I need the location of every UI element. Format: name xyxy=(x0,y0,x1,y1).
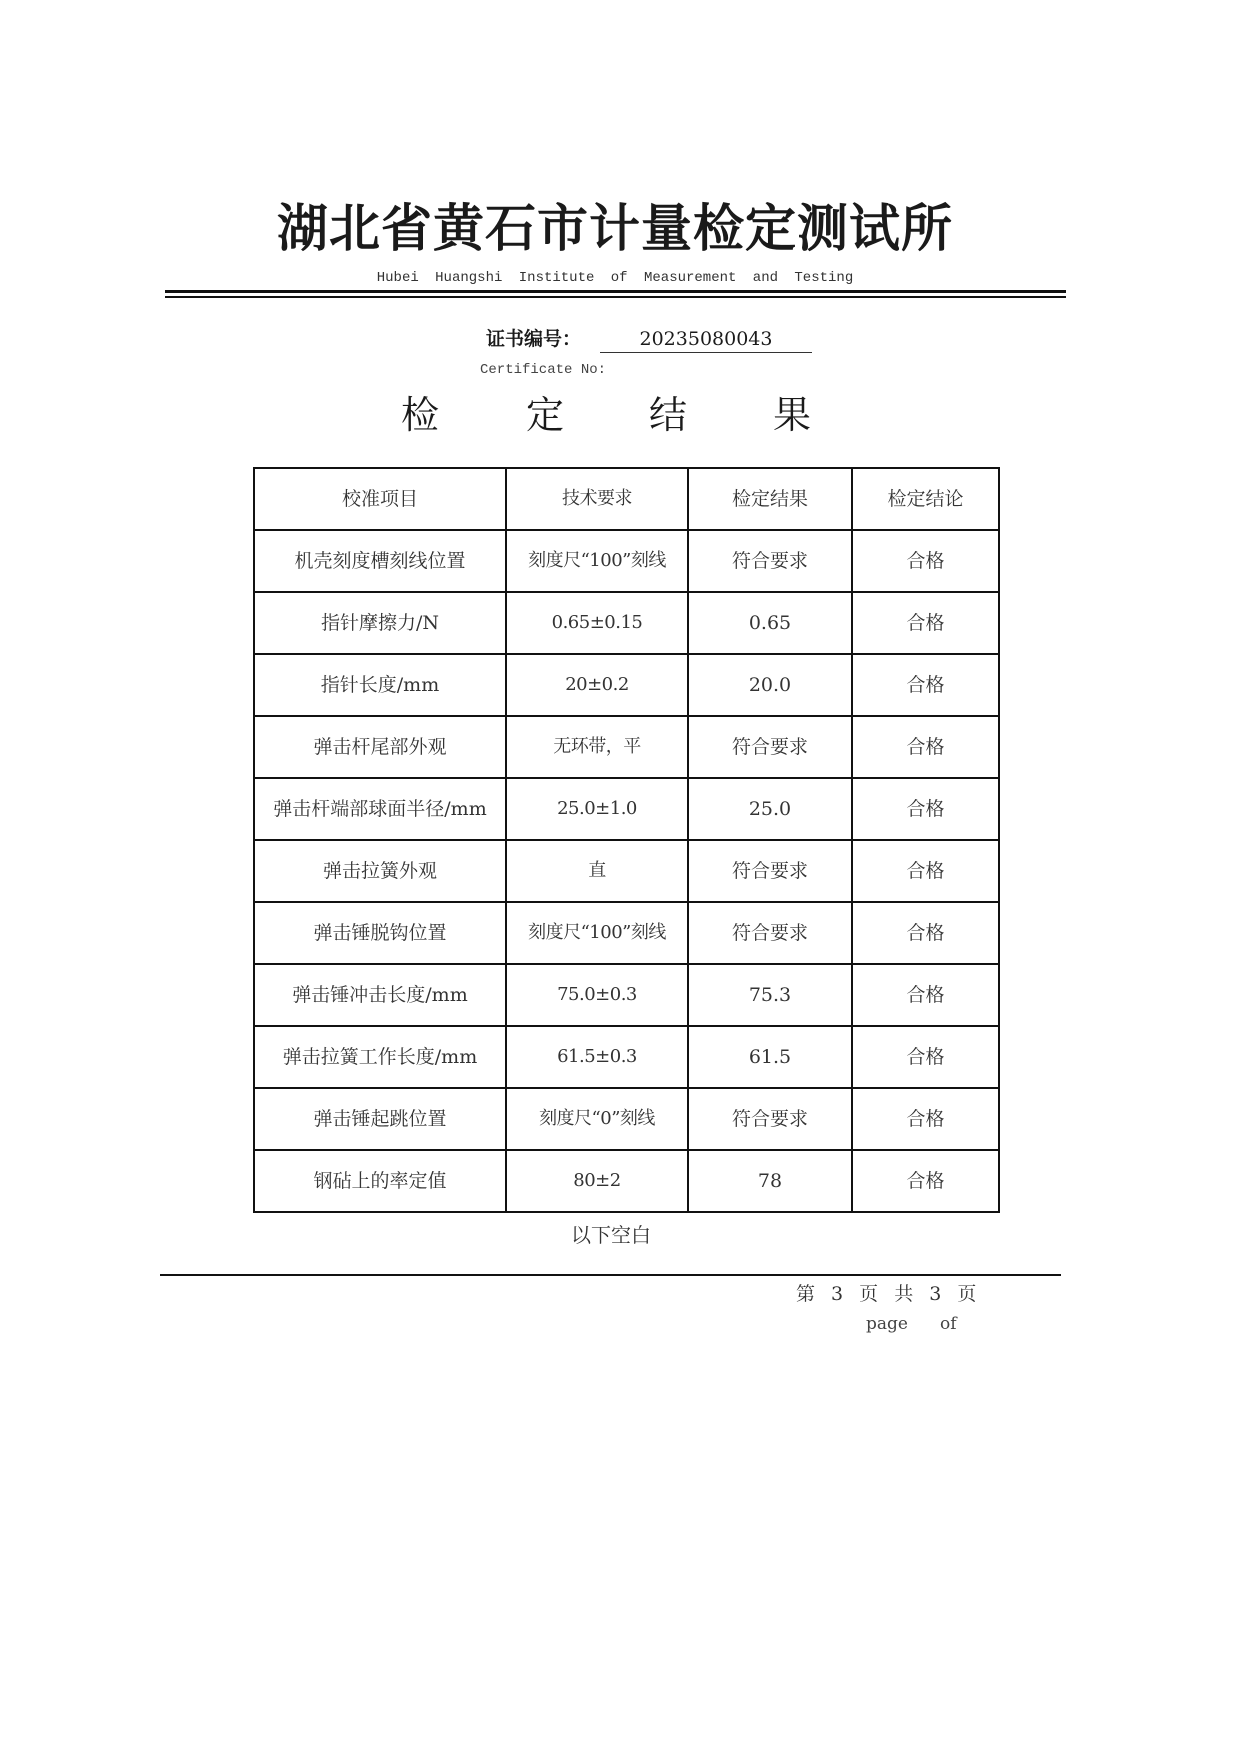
cell-requirement: 61.5±0.3 xyxy=(506,1026,688,1088)
cell-item: 机壳刻度槽刻线位置 xyxy=(254,530,506,592)
cell-item: 弹击锤起跳位置 xyxy=(254,1088,506,1150)
cell-result: 20.0 xyxy=(688,654,852,716)
section-heading-char: 检 xyxy=(401,393,440,437)
cell-conclusion: 合格 xyxy=(852,654,999,716)
cell-requirement: 25.0±1.0 xyxy=(506,778,688,840)
cell-result: 78 xyxy=(688,1150,852,1212)
institute-title: 湖北省黄石市计量检定测试所 xyxy=(276,200,953,259)
cell-result: 0.65 xyxy=(688,592,852,654)
cell-requirement: 0.65±0.15 xyxy=(506,592,688,654)
cell-requirement: 75.0±0.3 xyxy=(506,964,688,1026)
table-row xyxy=(254,530,999,592)
cell-conclusion: 合格 xyxy=(852,592,999,654)
table-row xyxy=(254,654,999,716)
certificate-label-en: Certificate No: xyxy=(480,362,607,378)
cell-item: 弹击拉簧工作长度/mm xyxy=(254,1026,506,1088)
table-header-row xyxy=(254,468,999,530)
cell-conclusion: 合格 xyxy=(852,530,999,592)
cell-result: 符合要求 xyxy=(688,840,852,902)
page-label-en: page xyxy=(866,1314,908,1334)
footer-rule xyxy=(160,1274,1061,1276)
cell-result: 25.0 xyxy=(688,778,852,840)
page-number-cn: 第 3 页 共 3 页 xyxy=(796,1283,977,1305)
table-row xyxy=(254,592,999,654)
table-row xyxy=(254,1026,999,1088)
table-row xyxy=(254,716,999,778)
table-row xyxy=(254,778,999,840)
header-rule-bottom xyxy=(165,296,1066,298)
institute-subtitle-en: Hubei Huangshi Institute of Measurement and Testing xyxy=(376,270,854,286)
cell-item: 指针长度/mm xyxy=(254,654,506,716)
table-row xyxy=(254,964,999,1026)
cell-item: 弹击锤脱钩位置 xyxy=(254,902,506,964)
of-label-en: of xyxy=(940,1314,957,1334)
cell-conclusion: 合格 xyxy=(852,840,999,902)
header-rule-top xyxy=(165,290,1066,293)
header-cell-conclusion: 检定结论 xyxy=(852,468,999,530)
certificate-label: 证书编号： xyxy=(486,328,582,350)
cell-conclusion: 合格 xyxy=(852,716,999,778)
cell-conclusion: 合格 xyxy=(852,778,999,840)
cell-item: 弹击锤冲击长度/mm xyxy=(254,964,506,1026)
cell-requirement: 直 xyxy=(506,840,688,902)
cell-requirement: 20±0.2 xyxy=(506,654,688,716)
section-heading-char: 定 xyxy=(526,393,565,437)
header-cell-requirement: 技术要求 xyxy=(506,468,688,530)
cell-result: 75.3 xyxy=(688,964,852,1026)
table-row xyxy=(254,1150,999,1212)
cell-item: 指针摩擦力/N xyxy=(254,592,506,654)
header-cell-result: 检定结果 xyxy=(688,468,852,530)
cell-result: 符合要求 xyxy=(688,530,852,592)
cell-requirement: 无环带，平 xyxy=(506,716,688,778)
cell-result: 符合要求 xyxy=(688,1088,852,1150)
cell-conclusion: 合格 xyxy=(852,964,999,1026)
cell-requirement: 刻度尺“100”刻线 xyxy=(506,902,688,964)
cell-item: 钢砧上的率定值 xyxy=(254,1150,506,1212)
cell-requirement: 80±2 xyxy=(506,1150,688,1212)
cell-result: 符合要求 xyxy=(688,716,852,778)
results-table xyxy=(253,467,1000,1213)
cell-result: 61.5 xyxy=(688,1026,852,1088)
cell-result: 符合要求 xyxy=(688,902,852,964)
header-cell-item: 校准项目 xyxy=(254,468,506,530)
cell-conclusion: 合格 xyxy=(852,1150,999,1212)
cell-requirement: 刻度尺“100”刻线 xyxy=(506,530,688,592)
cell-conclusion: 合格 xyxy=(852,902,999,964)
cell-conclusion: 合格 xyxy=(852,1026,999,1088)
cell-requirement: 刻度尺“0”刻线 xyxy=(506,1088,688,1150)
blank-below-note: 以下空白 xyxy=(571,1223,651,1247)
section-heading-char: 结 xyxy=(649,393,688,437)
table-row xyxy=(254,1088,999,1150)
certificate-number: 20235080043 xyxy=(600,328,812,353)
cell-conclusion: 合格 xyxy=(852,1088,999,1150)
table-row xyxy=(254,840,999,902)
section-heading-char: 果 xyxy=(773,393,812,437)
table-row xyxy=(254,902,999,964)
cell-item: 弹击拉簧外观 xyxy=(254,840,506,902)
cell-item: 弹击杆尾部外观 xyxy=(254,716,506,778)
cell-item: 弹击杆端部球面半径/mm xyxy=(254,778,506,840)
